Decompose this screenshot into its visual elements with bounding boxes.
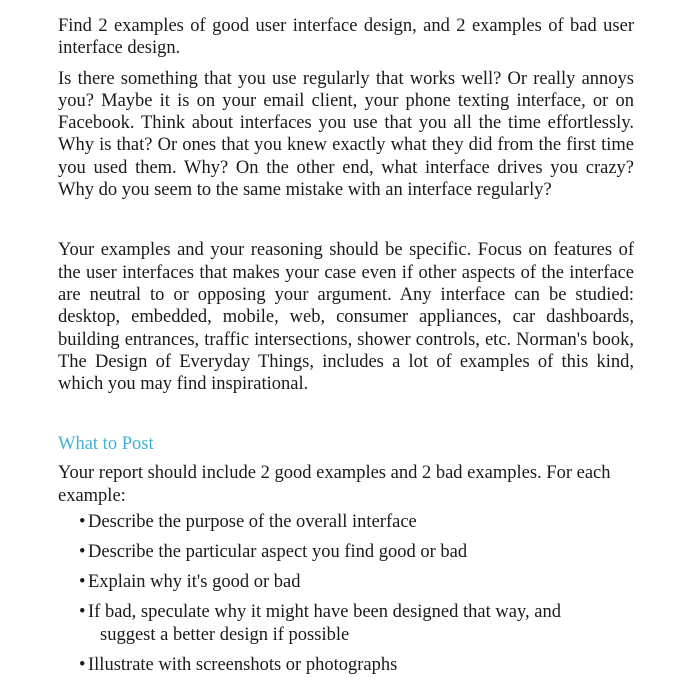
document-page: [58, 15, 634, 684]
list-item-text: Illustrate with screenshots or photographs: [88, 654, 398, 675]
list-item-text: Describe the particular aspect you find good or bad: [88, 542, 468, 563]
list-item: [79, 511, 634, 533]
list-item: [79, 541, 634, 563]
list-item-text: Explain why it's good or bad: [88, 572, 301, 593]
list-item-text: If bad, speculate why it might have been designed that way, and: [88, 602, 561, 623]
bullet-icon: •: [79, 602, 86, 623]
list-item: [79, 601, 634, 646]
report-instructions: Your report should include 2 good examples and 2 bad examples. For each example:: [58, 463, 611, 506]
bullet-icon: •: [79, 542, 86, 563]
list-item-text: Describe the purpose of the overall interface: [88, 512, 417, 533]
list-item: [79, 654, 634, 676]
intro-paragraph-3: Your examples and your reasoning should be specific. Focus on features of the user interfaces that makes your case even if other aspects of the interface are neutral to or opposing your argument. Any interface can be studied: desktop, embedded, mobile, web, consumer appliances, car dashboards, building entrances, traffic intersections, shower controls, etc. Norman's book, The Design of Everyday Things, includes a lot of examples of this kind, which you may find inspirational.: [58, 240, 634, 395]
list-item-text-continuation: suggest a better design if possible: [100, 624, 350, 645]
requirements-list: [58, 511, 634, 676]
intro-paragraph-2: Is there something that you use regularly that works well? Or really annoys you? Maybe it is on your email client, your phone texting interface, or on Facebook. Think about interfaces you use that you all the time effortlessly. Why is that? Or ones that you knew exactly what they did from the first time you used them. Why? On the other end, what interface drives you crazy? Why do you seem to the same mistake with an interface regularly?: [58, 68, 634, 201]
bullet-icon: •: [79, 572, 86, 593]
bullet-icon: •: [79, 654, 86, 675]
bullet-icon: •: [79, 512, 86, 533]
intro-paragraph-1: Find 2 examples of good user interface design, and 2 examples of bad user interface design.: [58, 16, 634, 59]
list-item: [79, 571, 634, 593]
section-heading-what-to-post: What to Post: [58, 434, 154, 455]
